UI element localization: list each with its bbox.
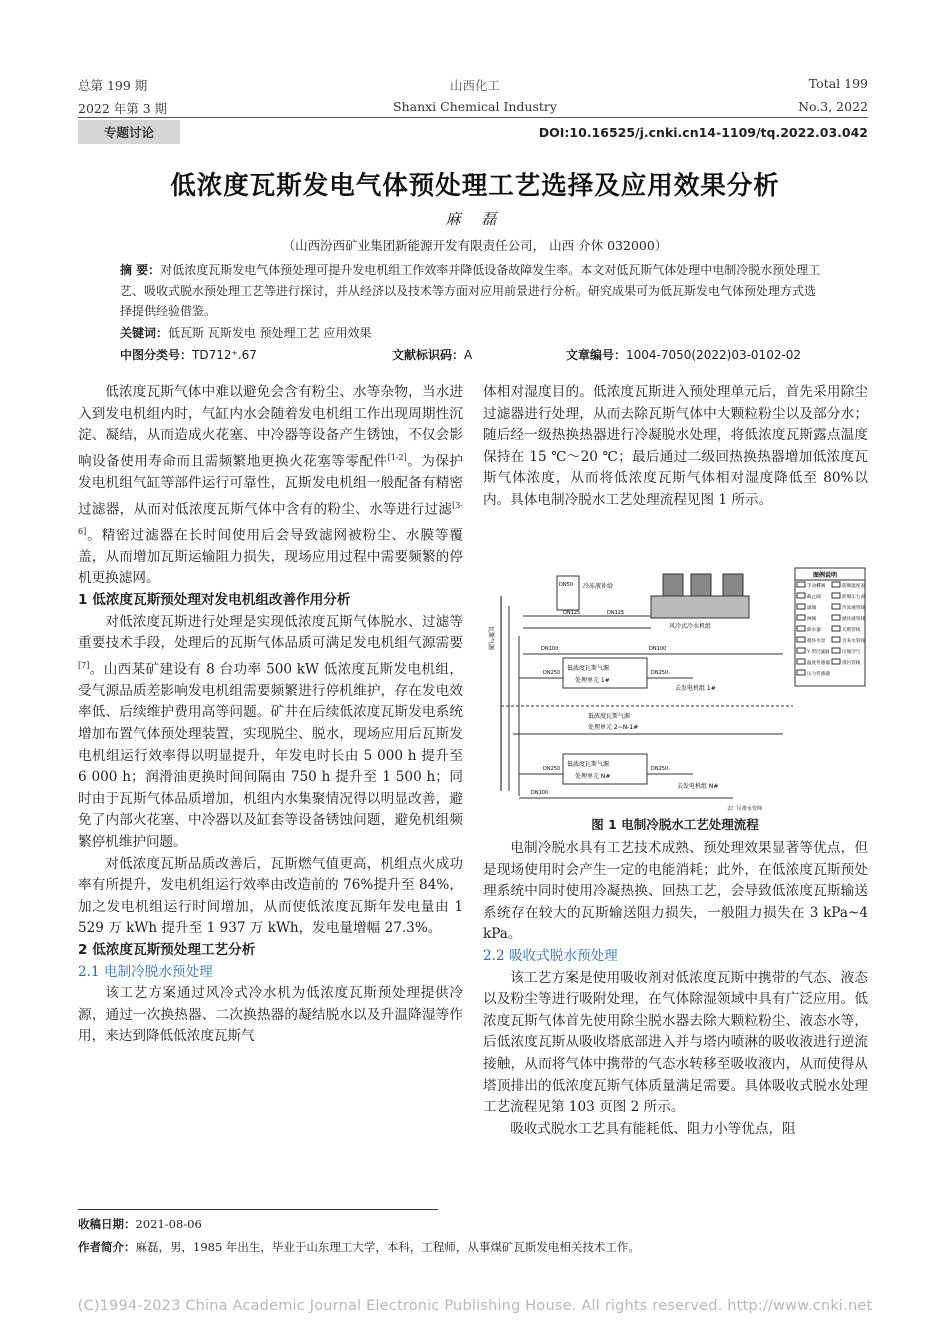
legend-label: 循环液管线 <box>842 617 865 622</box>
issue-year: 2022 年第 3 期 <box>78 101 168 116</box>
paragraph: 该工艺方案通过风冷式冷水机为低浓度瓦斯预处理提供冷源，通过一次换热器、二次换热器的凝结脱水以及升温降湿等作用，来达到降低低浓度瓦斯气 <box>78 985 463 1045</box>
legend-label: 冷冻液管线 <box>842 606 865 611</box>
author-bio-label: 作者简介： <box>78 1240 136 1254</box>
header-rule <box>78 117 868 118</box>
legend-label: 排污管线 <box>842 661 861 666</box>
received-label: 收稿日期： <box>78 1217 136 1231</box>
legend-label: 循环水泵 <box>807 639 826 644</box>
classification-label: 中图分类号： <box>120 348 193 362</box>
label-unit-1: 处理单元 1# <box>575 677 610 684</box>
doc-code-label: 文献标识码： <box>392 348 465 362</box>
paragraph: 电制冷脱水具有工艺技术成熟、预处理效果显著等优点，但是现场使用时会产生一定的电能消耗；此外，在低浓度瓦斯预处理系统中同时使用冷凝热换、回热工艺，会导致低浓度瓦斯输送系统存在较大的瓦斯输送阻力损失，一般阻力损失在 3 kPa~4 kPa。 <box>483 840 868 943</box>
label-unit: 低浓度瓦斯气源 <box>567 761 610 768</box>
citation: [3-6] <box>78 500 463 536</box>
affiliation: （山西汾西矿业集团新能源开发有限责任公司， 山西 介休 032000） <box>282 238 668 253</box>
gas-source-label: 瓦斯气源 <box>487 626 494 651</box>
journal-name-cn: 山西化工 <box>449 78 500 93</box>
legend-title: 图例说明 <box>813 572 838 579</box>
doc-code <box>392 346 472 363</box>
text: 低浓度瓦斯气体中难以避免会含有粉尘、水等杂物，当水进入到发电机组内时，气缸内水会随着发电机组工作出现周期性沉淀、凝结，从而造成火花塞、中冷器等设备产生锈蚀，不仅会影响设备使用寿命而且需频繁地更换火花塞等零配件 <box>78 384 463 470</box>
label-dn125: DN125 <box>607 610 625 616</box>
label-to-generator-n: 去发电机组 N# <box>677 783 719 790</box>
label-unit-n: 处理单元 N# <box>575 773 611 780</box>
left-column <box>78 382 463 1048</box>
author-bio <box>78 1239 640 1255</box>
legend-label: 闸阀 <box>807 617 817 622</box>
label-dn100: DN100 <box>541 646 559 652</box>
legend-label: 温度传感器 <box>807 661 830 666</box>
label-dn250: DN250 <box>651 766 669 772</box>
legend-label: 压力传感器 <box>807 672 830 677</box>
section-heading-2: 2 低浓度瓦斯预处理工艺分析 <box>78 941 256 958</box>
received-value: 2021-08-06 <box>135 1217 202 1231</box>
legend-label: 防爆温度表 <box>842 584 865 589</box>
legend-label: 压缩空气 <box>842 650 861 655</box>
classification-text: TD712⁺.67 <box>192 348 257 362</box>
article-number-label: 文章编号： <box>566 348 627 362</box>
issue-total: 总第 199 期 <box>78 78 148 93</box>
paragraph <box>78 612 463 854</box>
keywords-text: 低瓦斯 瓦斯发电 预处理工艺 应用效果 <box>168 326 372 340</box>
received-date <box>78 1216 202 1232</box>
abstract <box>120 260 826 322</box>
paragraph: 吸收式脱水工艺具有能耗低、阻力小等优点，阻 <box>510 1120 796 1137</box>
process-flow-figure <box>483 566 867 820</box>
citation: [7] <box>78 660 90 670</box>
figure-caption: 图 1 电制冷脱水工艺处理流程 <box>591 817 759 832</box>
doc-code-text: A <box>464 348 473 362</box>
abstract-label: 摘 要： <box>120 263 161 277</box>
paragraph: 该工艺方案是使用吸收剂对低浓度瓦斯中携带的气态、液态以及粉尘等进行吸附处理，在气体除湿领域中具有广泛应用。低浓度瓦斯气体首先使用除尘脱水器去除大颗粒粉尘、液态水等，后低浓度瓦斯从吸收塔底部进入并与塔内喷淋的吸收液进行逆流接触，从而将气体中携带的气态水转移至吸收液内，从而使得从塔顶排出的低浓度瓦斯气体质量满足需要。具体吸收式脱水处理工艺流程见第 103 页图 2 所示。 <box>483 969 868 1116</box>
legend-label: Y 型过滤器 <box>807 650 830 655</box>
text: 。精密过滤器在长时间使用后会导致滤网被粉尘、水膜等覆盖，从而增加瓦斯运输阻力损失，现场应用过程中需要频繁的停机更换滤网。 <box>78 527 463 587</box>
paper-title: 低浓度瓦斯发电气体预处理工艺选择及应用效果分析 <box>170 171 780 201</box>
label-dn250: DN250 <box>543 766 561 772</box>
section-heading-1: 1 低浓度瓦斯预处理对发电机组改善作用分析 <box>78 591 351 608</box>
label-unit: 低浓度瓦斯气源 <box>567 665 610 672</box>
text: 。山西某矿建设有 8 台功率 500 kW 低浓度瓦斯发电机组，受气源品质差影响发电机组需要频繁进行停机维护，存在发电效率低、后续维护费用高等问题。矿井在后续低浓度瓦斯发电系统增加布置气体预处理装置，实现脱尘、脱水，现场应用后瓦斯发电机组运行效率得以明显提升，年发电时长由 5 000 h 提升至 6 000 h；润滑油更换时间间隔由 750 h 提升至 1 500 h；同时由于瓦斯气体品质增加，机组内水集聚情况得以明显改善，避免了内部火花塞、中冷器以及缸套等设备锈蚀问题，避免机组频繁停机维护问题。 <box>78 661 463 850</box>
label-drain: 去厂区排水管网 <box>727 806 763 812</box>
label-refrigerant: 冷冻液补给 <box>583 583 614 590</box>
label-to-generator-1: 去发电机组 1# <box>675 685 716 692</box>
keywords-label: 关键词： <box>120 326 169 340</box>
label-dn250: DN250 <box>543 670 561 676</box>
article-number-text: 1004-7050(2022)03-0102-02 <box>626 348 802 362</box>
issue-number: No.3, 2022 <box>798 99 868 114</box>
legend-label: 截止阀 <box>807 595 821 600</box>
label-dn125: DN125 <box>563 610 581 616</box>
right-column-top <box>483 382 868 512</box>
subsection-heading-2-2: 2.2 吸收式脱水预处理 <box>483 947 618 964</box>
cnki-watermark: (C)1994-2023 China Academic Journal Electronic Publishing House. All rights reserved. http://www.cnki.net <box>77 1298 873 1314</box>
label-unit: 低浓度瓦斯气源 <box>588 713 631 720</box>
legend-label: 防爆压力表 <box>842 595 865 600</box>
legend-label: 手动蝶阀 <box>807 584 826 589</box>
author-bio-text: 麻磊，男，1985 年出生，毕业于山东理工大学，本科，工程师，从事煤矿瓦斯发电相关技术工作。 <box>135 1240 640 1254</box>
legend-label: 球阀 <box>807 606 817 611</box>
article-number <box>566 346 801 363</box>
label-unit-middle: 处理单元 2~N-1# <box>588 724 639 731</box>
label-dn100: DN100 <box>649 646 667 652</box>
label-dn50: DN50 <box>559 582 573 588</box>
subsection-heading-2-1: 2.1 电制冷脱水预处理 <box>78 963 213 980</box>
journal-name-en: Shanxi Chemical Industry <box>393 99 557 114</box>
total-number: Total 199 <box>808 76 868 91</box>
legend-label: 除水器 <box>807 628 821 633</box>
author: 麻 磊 <box>445 210 505 228</box>
label-chiller: 风冷式冷水机组 <box>669 623 712 630</box>
text: 对低浓度瓦斯进行处理是实现低浓度瓦斯气体脱水、过滤等重要技术手段，处理后的瓦斯气体品质可满足发电机组气源需要 <box>78 613 463 652</box>
classification <box>120 346 257 363</box>
section-tab: 专题讨论 <box>78 120 180 144</box>
label-dn250: DN250 <box>651 670 669 676</box>
text: 。为保护发电机组气缸等部件运行可靠性，瓦斯发电机组一般配备有精密过滤器，从而对低浓度瓦斯气体中含有的粉尘、水等进行过滤 <box>78 453 464 518</box>
footnote-rule <box>78 1209 438 1210</box>
legend-label: 瓦斯管线 <box>842 628 861 633</box>
label-dn100: DN100 <box>531 790 549 796</box>
citation: [1-2] <box>387 452 407 462</box>
chiller-base <box>651 596 749 618</box>
doi: DOI:10.16525/j.cnki.cn14-1109/tq.2022.03.042 <box>538 125 868 140</box>
right-column-bottom <box>483 838 868 1140</box>
legend-label: 自来水管线 <box>842 639 865 644</box>
paragraph: 体相对湿度目的。低浓度瓦斯进入预处理单元后，首先采用除尘过滤器进行处理，从而去除瓦斯气体中大颗粒粉尘以及部分水；随后经一级热换热器进行冷凝脱水处理，将低浓度瓦斯露点温度保持在 15 ℃～20 ℃；最后通过二级回热换热器增加低浓度瓦斯气体浓度，从而将低浓度瓦斯气体相对湿度降低至 80%以内。具体电制冷脱水工艺处理流程见图 1 所示。 <box>483 384 868 508</box>
paragraph <box>78 382 463 590</box>
abstract-text: 对低浓度瓦斯发电气体预处理可提升发电机组工作效率并降低设备故障发生率。本文对低瓦斯气体处理中电制冷脱水预处理工艺、吸收式脱水预处理工艺等进行探讨，并从经济以及技术等方面对应用前景进行分析。研究成果可为低瓦斯发电气体预处理方式选择提供经验借鉴。 <box>120 263 821 318</box>
paragraph: 对低浓度瓦斯品质改善后，瓦斯燃气值更高，机组点火成功率有所提升，发电机组运行效率由改造前的 76%提升至 84%，加之发电机组运行时间增加，从而使低浓度瓦斯年发电量由 1 529 万 kWh 提升至 1 937 万 kWh，发电量增幅 27.3%。 <box>78 855 463 937</box>
keywords <box>120 324 371 341</box>
